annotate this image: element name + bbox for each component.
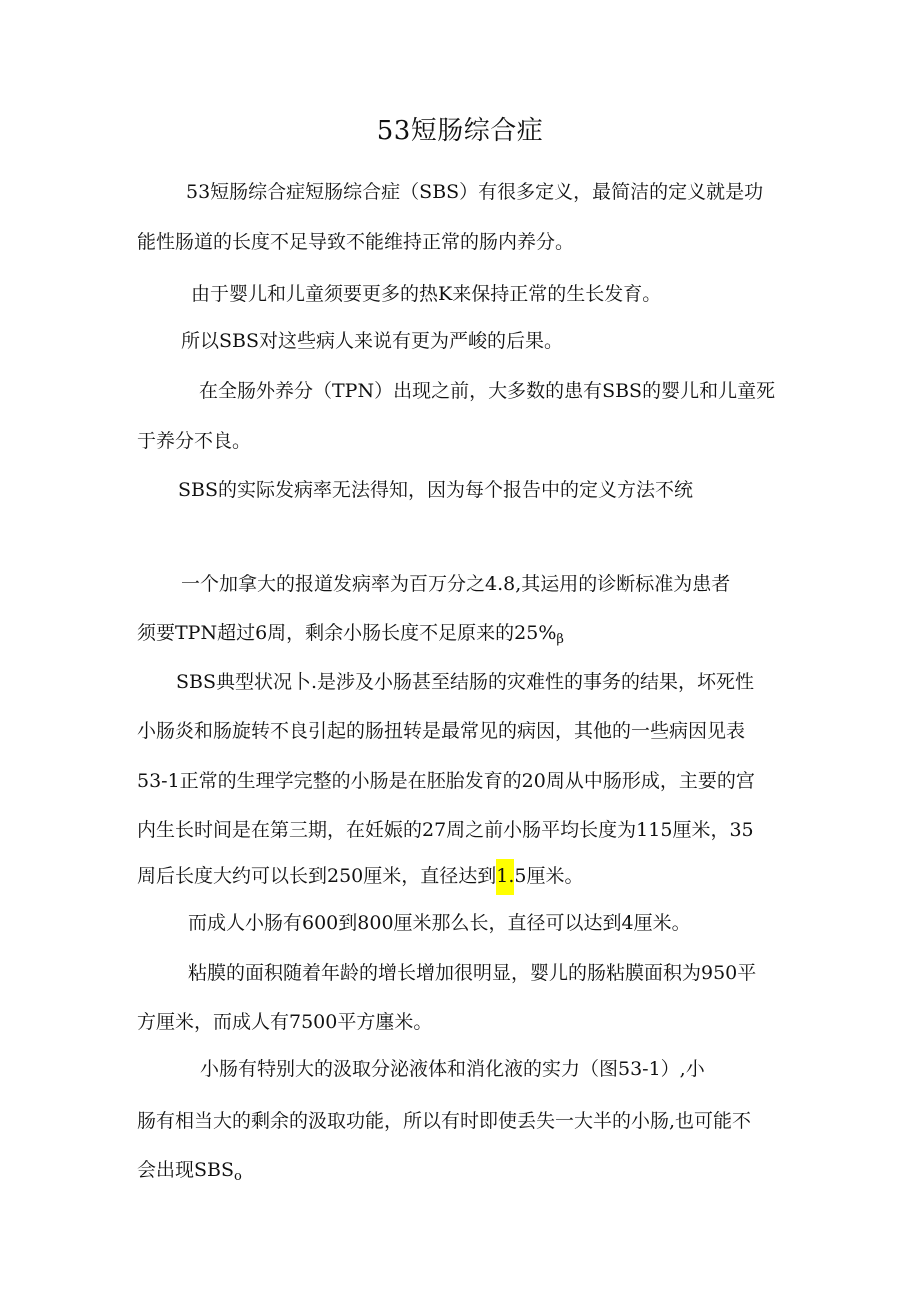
paragraph-10-line-2: 肠有相当大的剩余的汲取功能，所以有时即使丢失一大半的小肠,也可能不	[137, 1110, 752, 1132]
paragraph-10-line-3	[137, 1156, 242, 1191]
paragraph-7-line-1: SBS典型状况卜.是涉及小肠甚至结肠的灾难性的事务的结果，坏死性	[176, 671, 755, 693]
paragraph-3: 所以SBS对这些病人来说有更为严峻的后果。	[181, 330, 563, 352]
paragraph-7-line-2: 小肠炎和肠旋转不良引起的肠扭转是最常见的病因，其他的一些病因见表	[137, 720, 746, 742]
paragraph-6-line-2-suffix: β	[556, 632, 564, 647]
paragraph-9-line-2: 方厘米，而成人有7500平方廛米。	[137, 1011, 433, 1033]
paragraph-6-line-2	[137, 619, 564, 654]
paragraph-10-line-3-suffix: o	[234, 1169, 242, 1184]
paragraph-4-line-2: 于养分不良。	[137, 430, 252, 452]
paragraph-5: SBS的实际发病率无法得知，因为每个报告中的定义方法不统	[178, 479, 693, 501]
paragraph-1-line-1: 53短肠综合症短肠综合症（SBS）有很多定义，最简洁的定义就是功	[186, 181, 764, 203]
paragraph-4-line-1: 在全肠外养分（TPN）出现之前，大多数的患有SBS的婴儿和儿童死	[199, 380, 776, 402]
paragraph-1-line-2: 能性肠道的长度不足导致不能维持正常的肠内养分。	[137, 231, 575, 253]
paragraph-10-line-1: 小肠有特别大的汲取分泌液体和消化液的实力（图53-1）,小	[200, 1058, 705, 1080]
paragraph-9-line-1: 粘膜的面积随着年龄的增长增加很明显，婴儿的肠粘膜面积为950平	[188, 962, 757, 984]
paragraph-7-line-3: 53-1正常的生理学完整的小肠是在胚胎发育的20周从中肠形成，主要的宫	[137, 770, 755, 792]
paragraph-7-line-5	[137, 862, 584, 890]
paragraph-7-line-5-text-after: 5厘米。	[514, 865, 584, 887]
paragraph-7-line-4: 内生长时间是在第三期，在妊娠的27周之前小肠平均长度为115厘米，35	[137, 819, 754, 841]
paragraph-2: 由于婴儿和儿童须要更多的热K来保持正常的生长发育。	[191, 283, 662, 305]
paragraph-10-line-3-text: 会出现SBS	[137, 1159, 234, 1181]
highlighted-text: 1.	[496, 859, 514, 895]
paragraph-7-line-5-text-before: 周后长度大约可以长到250厘米，直径达到	[137, 865, 497, 887]
paragraph-6-line-2-text: 须要TPN超过6周，剩余小肠长度不足原来的25%	[137, 622, 557, 644]
paragraph-6-line-1: 一个加拿大的报道发病率为百万分之4.8,其运用的诊断标准为患者	[181, 573, 731, 595]
paragraph-8: 而成人小肠有600到800厘米那么长，直径可以达到4厘米。	[188, 912, 691, 934]
document-title: 53短肠综合症	[376, 116, 544, 146]
